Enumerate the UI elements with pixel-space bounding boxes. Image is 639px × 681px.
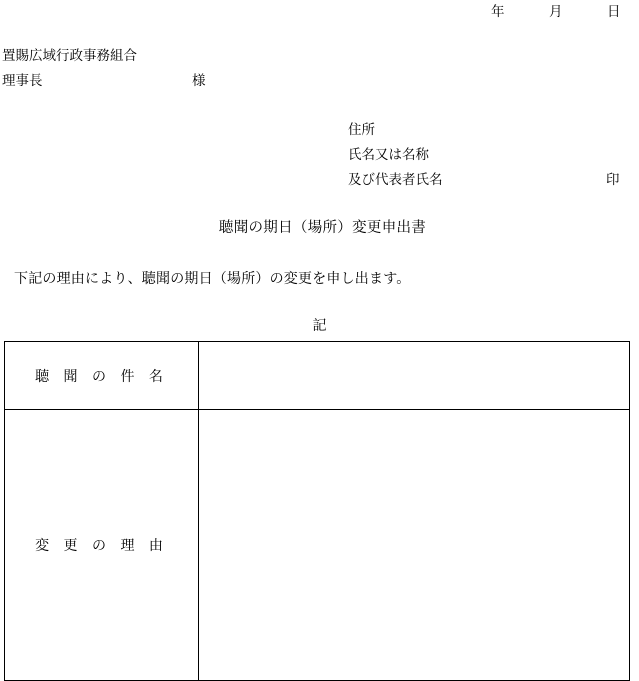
year-label: 年 bbox=[491, 4, 505, 20]
addressee-block bbox=[2, 44, 206, 94]
sender-representative-label: 及び代表者氏名 bbox=[348, 172, 443, 188]
seal-label: 印 bbox=[606, 172, 620, 188]
page-title: 聴聞の期日（場所）変更申出書 bbox=[218, 220, 427, 236]
row-label-reason: 変 更 の 理 由 bbox=[5, 410, 199, 681]
addressee-honorific: 様 bbox=[192, 73, 206, 89]
row-value-reason[interactable] bbox=[199, 410, 630, 681]
sender-block bbox=[348, 118, 620, 193]
sender-name-label: 氏名又は名称 bbox=[348, 147, 429, 163]
addressee-organization: 置賜広域行政事務組合 bbox=[2, 48, 137, 64]
date-line bbox=[447, 0, 621, 20]
form-table bbox=[4, 341, 630, 681]
sender-address-line bbox=[348, 118, 443, 143]
day-label: 日 bbox=[607, 4, 621, 20]
row-value-subject[interactable] bbox=[199, 342, 630, 410]
sender-name-line bbox=[348, 143, 443, 168]
sender-address-label: 住所 bbox=[348, 122, 375, 138]
month-label: 月 bbox=[549, 4, 563, 20]
addressee-role-row bbox=[2, 69, 206, 94]
table-row bbox=[5, 342, 630, 410]
row-label-subject: 聴 聞 の 件 名 bbox=[5, 342, 199, 410]
addressee-role: 理事長 bbox=[2, 73, 43, 89]
body-sentence: 下記の理由により、聴聞の期日（場所）の変更を申し出ます。 bbox=[14, 271, 411, 287]
ki-mark: 記 bbox=[312, 318, 327, 334]
sender-representative-line bbox=[348, 168, 620, 193]
table-row bbox=[5, 410, 630, 681]
